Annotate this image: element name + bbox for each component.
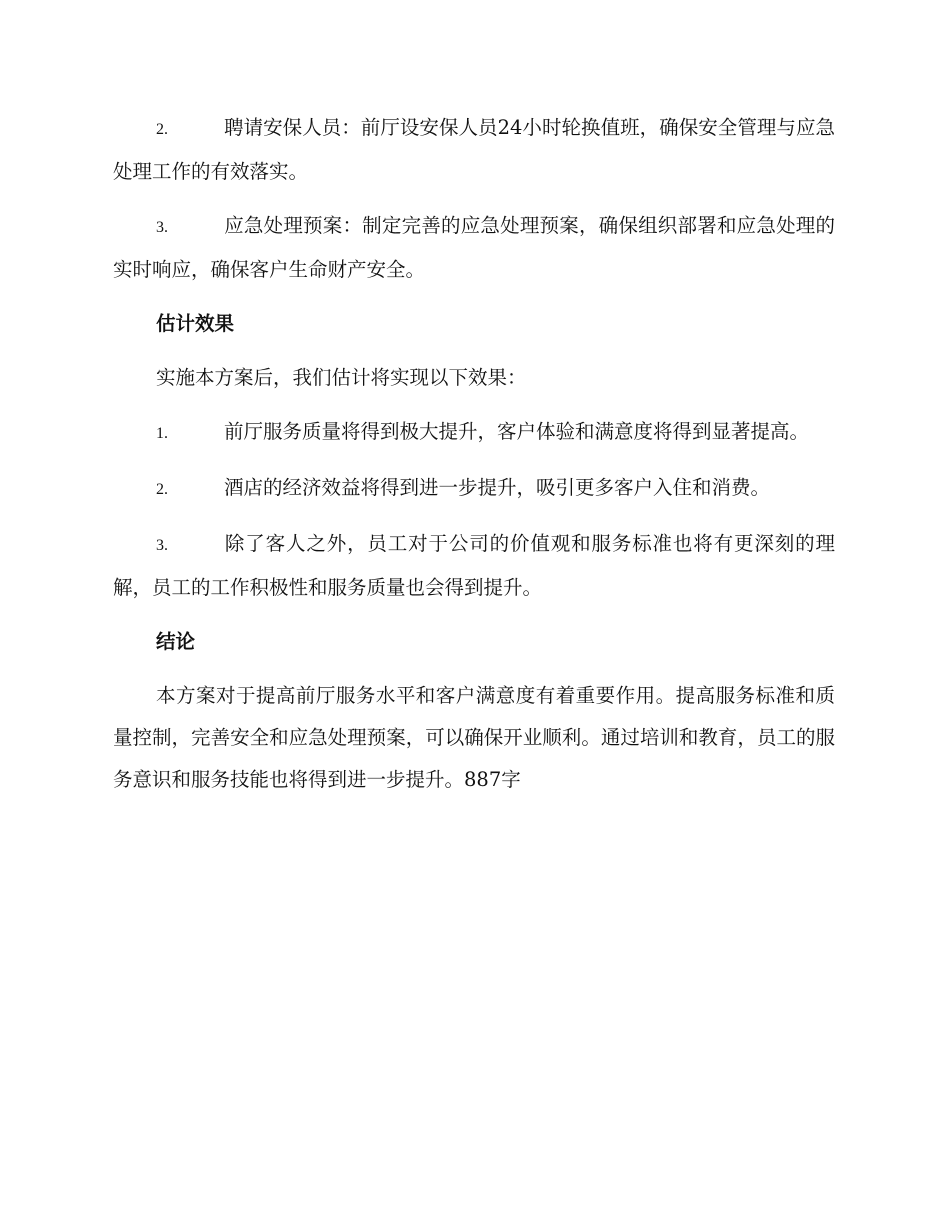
effects-intro: 实施本方案后，我们估计将实现以下效果： (156, 366, 527, 389)
list-number: 2. (156, 121, 168, 138)
conclusion-heading: 结论 (156, 630, 196, 653)
list-text: 酒店的经济效益将得到进一步提升，吸引更多客户入住和消费。 (224, 476, 771, 499)
list-number: 3. (156, 219, 168, 236)
list-text: 聘请安保人员：前厅设安保人员24小时轮换值班，确保安全管理与应急处理工作的有效落实。 (113, 116, 835, 183)
measure-item-emergency-plan (113, 205, 835, 291)
document-body (113, 107, 835, 813)
list-number: 1. (156, 425, 168, 442)
list-text: 前厅服务质量将得到极大提升，客户体验和满意度将得到显著提高。 (224, 420, 810, 443)
conclusion-paragraph: 本方案对于提高前厅服务水平和客户满意度有着重要作用。提高服务标准和质量控制，完善安全和应急处理预案，可以确保开业顺利。通过培训和教育，员工的服务意识和服务技能也将得到进一步提升。887字 (113, 684, 835, 791)
effects-heading: 估计效果 (156, 312, 235, 335)
list-text: 应急处理预案：制定完善的应急处理预案，确保组织部署和应急处理的实时响应，确保客户生命财产安全。 (113, 214, 835, 281)
measure-item-security-staff (113, 107, 835, 193)
effect-item-1 (113, 411, 835, 455)
effect-item-3 (113, 523, 835, 609)
list-text: 除了客人之外，员工对于公司的价值观和服务标准也将有更深刻的理解，员工的工作积极性和服务质量也会得到提升。 (113, 532, 835, 599)
list-number: 2. (156, 481, 168, 498)
list-number: 3. (156, 537, 168, 554)
effect-item-2 (113, 467, 835, 511)
